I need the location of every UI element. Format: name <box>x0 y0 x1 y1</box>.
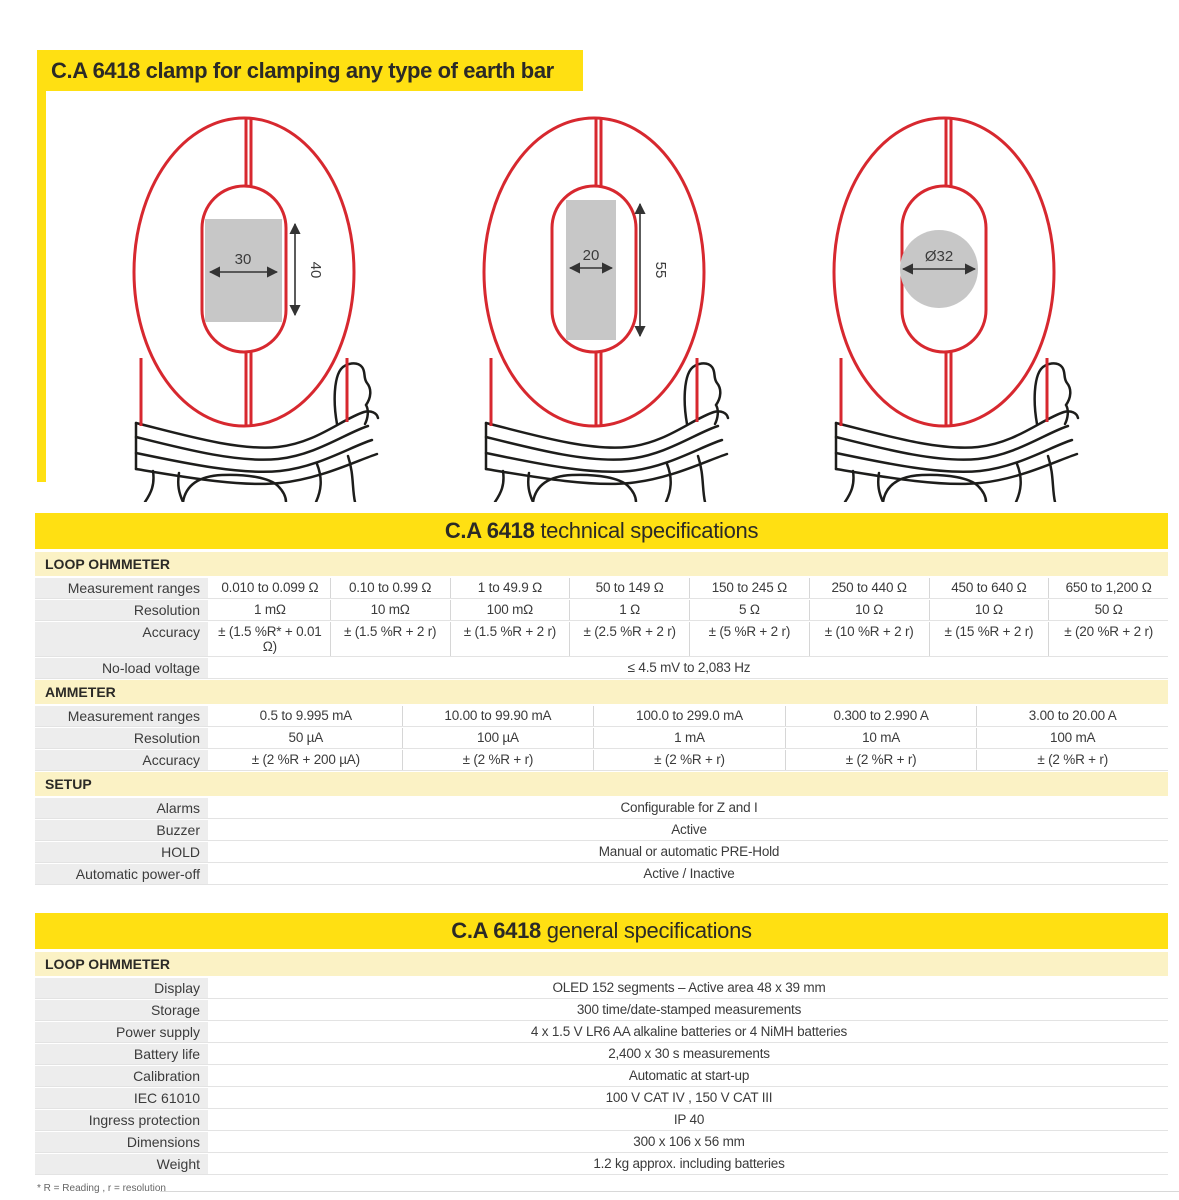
table-cell: 100.0 to 299.0 mA <box>593 706 785 726</box>
table-cell: 50 µA <box>210 728 402 748</box>
table-cell: Configurable for Z and I <box>210 798 1168 818</box>
row-label: Measurement ranges <box>35 578 208 598</box>
table-cell: 450 to 640 Ω <box>929 578 1049 598</box>
page-title: C.A 6418 clamp for clamping any type of earth bar <box>37 50 583 91</box>
technical-specifications-table <box>35 513 1168 886</box>
table-cell: 0.010 to 0.099 Ω <box>210 578 330 598</box>
table-cell: 50 Ω <box>1048 600 1168 620</box>
table-cell: 10 Ω <box>809 600 929 620</box>
table-title-model: C.A 6418 <box>451 918 541 943</box>
table-cell: 0.10 to 0.99 Ω <box>330 578 450 598</box>
table-row <box>35 820 1168 841</box>
height-dimension-label: 40 <box>307 261 324 279</box>
table-title-text: general specifications <box>540 918 752 943</box>
table-row <box>35 728 1168 749</box>
table-row <box>35 1000 1168 1021</box>
table-cell: ± (2.5 %R + 2 r) <box>569 622 689 656</box>
row-label: IEC 61010 <box>35 1088 208 1108</box>
section-header: SETUP <box>35 772 1168 796</box>
table-cell: 3.00 to 20.00 A <box>976 706 1168 726</box>
table-cell: 0.300 to 2.990 A <box>785 706 977 726</box>
table-cell: 300 x 106 x 56 mm <box>210 1132 1168 1152</box>
clamp-diagram-circle-32 <box>834 118 1078 502</box>
table-row <box>35 1066 1168 1087</box>
table-cell: 4 x 1.5 V LR6 AA alkaline batteries or 4 NiMH batteries <box>210 1022 1168 1042</box>
table-row <box>35 706 1168 727</box>
table-cell: Active / Inactive <box>210 864 1168 884</box>
table-cell: Active <box>210 820 1168 840</box>
table-cell: 2,400 x 30 s measurements <box>210 1044 1168 1064</box>
table-cell: 100 mΩ <box>450 600 570 620</box>
height-dimension-label: 55 <box>652 261 669 279</box>
table-row <box>35 1088 1168 1109</box>
row-label: Battery life <box>35 1044 208 1064</box>
table-row <box>35 1044 1168 1065</box>
table-row <box>35 1132 1168 1153</box>
technical-specifications-title <box>35 513 1168 549</box>
table-cell: 10 mΩ <box>330 600 450 620</box>
table-row <box>35 1154 1168 1175</box>
table-cell: 0.5 to 9.995 mA <box>210 706 402 726</box>
table-row <box>35 798 1168 819</box>
table-cell: 1 mA <box>593 728 785 748</box>
table-cell: ± (2 %R + r) <box>593 750 785 770</box>
table-row <box>35 842 1168 863</box>
table-cell: ± (1.5 %R* + 0.01 Ω) <box>210 622 330 656</box>
bottom-rule <box>160 1191 1179 1192</box>
bar-cross-section <box>566 200 616 340</box>
table-row <box>35 1022 1168 1043</box>
table-cell: ± (1.5 %R + 2 r) <box>450 622 570 656</box>
clamp-diagrams <box>120 112 1110 502</box>
table-cell: 100 V CAT IV , 150 V CAT III <box>210 1088 1168 1108</box>
table-cell: IP 40 <box>210 1110 1168 1130</box>
table-row <box>35 600 1168 621</box>
table-cell: ± (20 %R + 2 r) <box>1048 622 1168 656</box>
row-label: Dimensions <box>35 1132 208 1152</box>
general-specifications-body <box>35 952 1168 1175</box>
row-label: Measurement ranges <box>35 706 208 726</box>
table-cell: 150 to 245 Ω <box>689 578 809 598</box>
table-row <box>35 864 1168 885</box>
row-label: Accuracy <box>35 622 208 656</box>
table-row <box>35 1110 1168 1131</box>
table-row <box>35 622 1168 657</box>
table-cell: 50 to 149 Ω <box>569 578 689 598</box>
table-title-text: technical specifications <box>534 518 759 543</box>
row-label: Display <box>35 978 208 998</box>
table-cell: ± (2 %R + r) <box>976 750 1168 770</box>
table-cell: 300 time/date-stamped measurements <box>210 1000 1168 1020</box>
table-cell: ± (2 %R + r) <box>402 750 594 770</box>
table-cell: 1.2 kg approx. including batteries <box>210 1154 1168 1174</box>
technical-specifications-body <box>35 552 1168 885</box>
row-label: Ingress protection <box>35 1110 208 1130</box>
general-specifications-table <box>35 913 1168 1176</box>
table-cell: ± (2 %R + r) <box>785 750 977 770</box>
table-cell: Automatic at start-up <box>210 1066 1168 1086</box>
table-cell: ± (2 %R + 200 µA) <box>210 750 402 770</box>
table-cell: 1 to 49.9 Ω <box>450 578 570 598</box>
table-row <box>35 978 1168 999</box>
table-cell: 10.00 to 99.90 mA <box>402 706 594 726</box>
row-label: Weight <box>35 1154 208 1174</box>
general-specifications-title <box>35 913 1168 949</box>
table-cell: 650 to 1,200 Ω <box>1048 578 1168 598</box>
footnote: * R = Reading , r = resolution <box>37 1183 166 1194</box>
table-cell: 100 µA <box>402 728 594 748</box>
row-label: Buzzer <box>35 820 208 840</box>
table-row <box>35 578 1168 599</box>
row-label: Automatic power-off <box>35 864 208 884</box>
table-cell: 100 mA <box>976 728 1168 748</box>
table-cell: ± (10 %R + 2 r) <box>809 622 929 656</box>
table-cell: OLED 152 segments – Active area 48 x 39 mm <box>210 978 1168 998</box>
table-row <box>35 658 1168 679</box>
section-header: AMMETER <box>35 680 1168 704</box>
diameter-dimension-label: Ø32 <box>924 248 954 265</box>
table-cell: ≤ 4.5 mV to 2,083 Hz <box>210 658 1168 678</box>
table-cell: Manual or automatic PRE-Hold <box>210 842 1168 862</box>
table-cell: 10 Ω <box>929 600 1049 620</box>
section-header: LOOP OHMMETER <box>35 552 1168 576</box>
row-label: Power supply <box>35 1022 208 1042</box>
row-label: Calibration <box>35 1066 208 1086</box>
table-cell: 1 mΩ <box>210 600 330 620</box>
section-header: LOOP OHMMETER <box>35 952 1168 976</box>
bar-cross-section <box>205 219 282 322</box>
width-dimension-label: 30 <box>234 251 252 268</box>
row-label: HOLD <box>35 842 208 862</box>
width-dimension-label: 20 <box>582 247 600 264</box>
table-cell: ± (15 %R + 2 r) <box>929 622 1049 656</box>
table-cell: 1 Ω <box>569 600 689 620</box>
table-cell: 10 mA <box>785 728 977 748</box>
left-accent-bar <box>37 50 46 482</box>
row-label: Alarms <box>35 798 208 818</box>
table-cell: ± (5 %R + 2 r) <box>689 622 809 656</box>
row-label: Storage <box>35 1000 208 1020</box>
clamp-diagram-rect-20x55 <box>484 118 728 502</box>
table-cell: ± (1.5 %R + 2 r) <box>330 622 450 656</box>
clamp-diagram-rect-30x40 <box>134 118 378 502</box>
row-label: Resolution <box>35 728 208 748</box>
table-cell: 250 to 440 Ω <box>809 578 929 598</box>
row-label: Accuracy <box>35 750 208 770</box>
row-label: Resolution <box>35 600 208 620</box>
table-title-model: C.A 6418 <box>444 518 535 543</box>
table-row <box>35 750 1168 771</box>
table-cell: 5 Ω <box>689 600 809 620</box>
row-label: No-load voltage <box>35 658 208 678</box>
